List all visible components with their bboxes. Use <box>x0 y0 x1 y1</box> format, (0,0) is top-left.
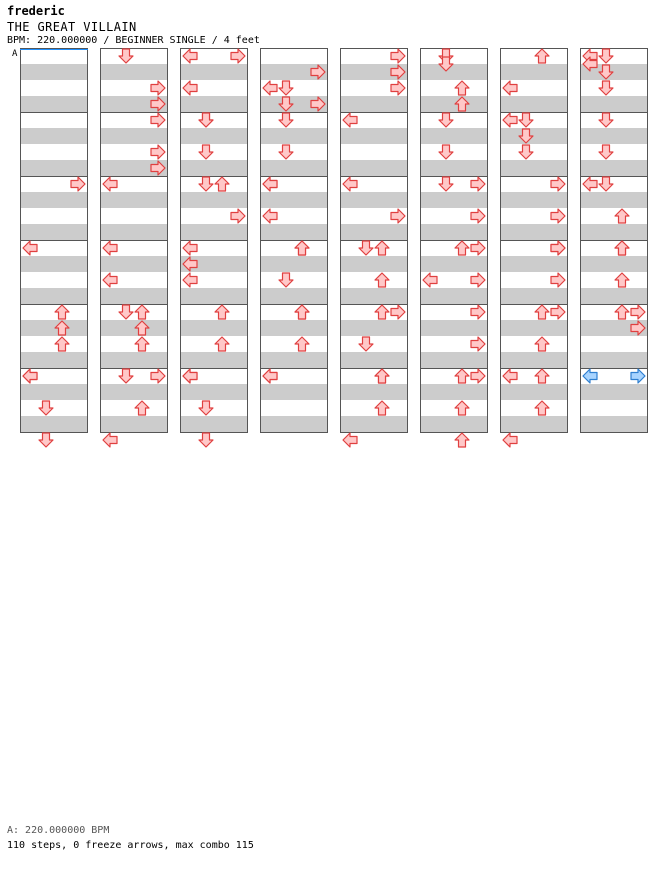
measure-stripe <box>260 160 328 176</box>
measure-stripe <box>420 96 488 112</box>
step-stats: 110 steps, 0 freeze arrows, max combo 115 <box>7 840 254 851</box>
down-arrow-icon <box>119 49 133 63</box>
measure-stripe <box>180 160 248 176</box>
measure-stripe <box>420 384 488 400</box>
measure-stripe <box>420 224 488 240</box>
measure-stripe <box>580 192 648 208</box>
left-arrow-icon <box>503 369 517 383</box>
measure-stripe <box>500 320 568 336</box>
up-arrow-icon <box>535 369 549 383</box>
left-arrow-icon <box>263 369 277 383</box>
bpm-marker-line <box>20 49 88 50</box>
down-arrow-icon <box>279 273 293 287</box>
left-arrow-icon <box>503 113 517 127</box>
up-arrow-icon <box>535 337 549 351</box>
measure-stripe <box>420 288 488 304</box>
down-arrow-icon <box>199 401 213 415</box>
up-arrow-icon <box>455 81 469 95</box>
measure-stripe <box>340 224 408 240</box>
measure-stripe <box>340 96 408 112</box>
down-arrow-icon <box>599 49 613 63</box>
left-arrow-icon <box>503 81 517 95</box>
up-arrow-icon <box>215 177 229 191</box>
measure-stripe <box>100 64 168 80</box>
down-arrow-icon <box>199 433 213 447</box>
left-arrow-icon <box>343 177 357 191</box>
measure-stripe <box>340 288 408 304</box>
measure-stripe <box>260 416 328 432</box>
right-arrow-icon <box>391 81 405 95</box>
measure-stripe <box>100 224 168 240</box>
left-arrow-icon <box>503 433 517 447</box>
measure-stripe <box>340 320 408 336</box>
measure-stripe <box>420 64 488 80</box>
left-arrow-icon <box>263 209 277 223</box>
measure-stripe <box>180 96 248 112</box>
measure-stripe <box>500 384 568 400</box>
measure-stripe <box>100 288 168 304</box>
up-arrow-icon <box>295 337 309 351</box>
measure-stripe <box>580 96 648 112</box>
measure-stripe <box>580 256 648 272</box>
down-arrow-icon <box>279 81 293 95</box>
measure-stripe <box>260 384 328 400</box>
left-arrow-icon <box>583 177 597 191</box>
right-arrow-icon <box>631 369 645 383</box>
right-arrow-icon <box>151 113 165 127</box>
up-arrow-icon <box>135 305 149 319</box>
measure-stripe <box>180 64 248 80</box>
up-arrow-icon <box>615 241 629 255</box>
up-arrow-icon <box>455 401 469 415</box>
down-arrow-icon <box>39 401 53 415</box>
measure-stripe <box>260 128 328 144</box>
right-arrow-icon <box>471 209 485 223</box>
down-arrow-icon <box>199 177 213 191</box>
right-arrow-icon <box>551 273 565 287</box>
left-arrow-icon <box>103 177 117 191</box>
left-arrow-icon <box>183 81 197 95</box>
left-arrow-icon <box>183 49 197 63</box>
up-arrow-icon <box>375 401 389 415</box>
right-arrow-icon <box>391 49 405 63</box>
left-arrow-icon <box>343 113 357 127</box>
right-arrow-icon <box>631 305 645 319</box>
up-arrow-icon <box>615 209 629 223</box>
measure-stripe <box>500 288 568 304</box>
measure-stripe <box>180 320 248 336</box>
measure-stripe <box>20 224 88 240</box>
down-arrow-icon <box>119 369 133 383</box>
measure-stripe <box>420 160 488 176</box>
right-arrow-icon <box>151 369 165 383</box>
down-arrow-icon <box>599 145 613 159</box>
up-arrow-icon <box>535 401 549 415</box>
measure-stripe <box>260 224 328 240</box>
left-arrow-icon <box>263 81 277 95</box>
measure-stripe <box>340 192 408 208</box>
measure-stripe <box>500 416 568 432</box>
measure-stripe <box>180 128 248 144</box>
left-arrow-icon <box>23 241 37 255</box>
measure-stripe <box>340 352 408 368</box>
down-arrow-icon <box>599 177 613 191</box>
right-arrow-icon <box>151 81 165 95</box>
up-arrow-icon <box>455 241 469 255</box>
right-arrow-icon <box>71 177 85 191</box>
measure-stripe <box>580 416 648 432</box>
up-arrow-icon <box>455 369 469 383</box>
measure-stripe <box>20 256 88 272</box>
measure-stripe <box>580 128 648 144</box>
measure-stripe <box>100 352 168 368</box>
measure-stripe <box>20 64 88 80</box>
right-arrow-icon <box>391 305 405 319</box>
measure-stripe <box>180 192 248 208</box>
right-arrow-icon <box>471 241 485 255</box>
measure-stripe <box>100 320 168 336</box>
measure-stripe <box>260 256 328 272</box>
left-arrow-icon <box>423 273 437 287</box>
measure-stripe <box>340 160 408 176</box>
artist-name: frederic <box>7 4 65 18</box>
right-arrow-icon <box>471 369 485 383</box>
right-arrow-icon <box>471 337 485 351</box>
measure-stripe <box>500 224 568 240</box>
bpm-legend: A: 220.000000 BPM <box>7 825 110 836</box>
down-arrow-icon <box>199 113 213 127</box>
measure-stripe <box>20 192 88 208</box>
left-arrow-icon <box>183 273 197 287</box>
measure-stripe <box>500 96 568 112</box>
right-arrow-icon <box>471 305 485 319</box>
measure-stripe <box>260 192 328 208</box>
right-arrow-icon <box>391 209 405 223</box>
left-arrow-icon <box>343 433 357 447</box>
measure-stripe <box>580 160 648 176</box>
down-arrow-icon <box>439 177 453 191</box>
down-arrow-icon <box>279 113 293 127</box>
measure-stripe <box>20 384 88 400</box>
down-arrow-icon <box>39 433 53 447</box>
measure-stripe <box>260 320 328 336</box>
right-arrow-icon <box>551 241 565 255</box>
measure-stripe <box>420 416 488 432</box>
right-arrow-icon <box>231 209 245 223</box>
measure-stripe <box>180 288 248 304</box>
measure-stripe <box>20 416 88 432</box>
up-arrow-icon <box>615 305 629 319</box>
measure-stripe <box>420 128 488 144</box>
left-arrow-icon <box>183 241 197 255</box>
down-arrow-icon <box>279 145 293 159</box>
measure-stripe <box>340 384 408 400</box>
left-arrow-icon <box>103 241 117 255</box>
up-arrow-icon <box>375 369 389 383</box>
measure-stripe <box>20 160 88 176</box>
measure-stripe <box>100 384 168 400</box>
up-arrow-icon <box>55 305 69 319</box>
right-arrow-icon <box>471 273 485 287</box>
down-arrow-icon <box>519 145 533 159</box>
measure-stripe <box>580 352 648 368</box>
measure-stripe <box>180 416 248 432</box>
chart-info: BPM: 220.000000 / BEGINNER SINGLE / 4 feet <box>7 35 260 46</box>
measure-stripe <box>100 192 168 208</box>
measure-stripe <box>180 384 248 400</box>
measure-stripe <box>20 128 88 144</box>
left-arrow-icon <box>103 273 117 287</box>
bpm-marker-label: A <box>12 49 18 59</box>
left-arrow-icon <box>583 369 597 383</box>
measure-stripe <box>260 352 328 368</box>
right-arrow-icon <box>551 177 565 191</box>
measure-stripe <box>180 352 248 368</box>
measure-stripe <box>20 96 88 112</box>
down-arrow-icon <box>119 305 133 319</box>
left-arrow-icon <box>23 369 37 383</box>
up-arrow-icon <box>375 273 389 287</box>
down-arrow-icon <box>439 145 453 159</box>
down-arrow-icon <box>439 113 453 127</box>
right-arrow-icon <box>551 209 565 223</box>
up-arrow-icon <box>135 401 149 415</box>
up-arrow-icon <box>295 305 309 319</box>
up-arrow-icon <box>295 241 309 255</box>
up-arrow-icon <box>455 433 469 447</box>
measure-stripe <box>580 224 648 240</box>
measure-stripe <box>20 288 88 304</box>
measure-stripe <box>500 352 568 368</box>
up-arrow-icon <box>55 337 69 351</box>
left-arrow-icon <box>183 369 197 383</box>
right-arrow-icon <box>151 145 165 159</box>
measure-stripe <box>500 192 568 208</box>
measure-stripe <box>420 192 488 208</box>
right-arrow-icon <box>231 49 245 63</box>
measure-stripe <box>420 256 488 272</box>
measure-stripe <box>580 384 648 400</box>
up-arrow-icon <box>375 305 389 319</box>
left-arrow-icon <box>103 433 117 447</box>
up-arrow-icon <box>615 273 629 287</box>
left-arrow-icon <box>263 177 277 191</box>
measure-stripe <box>340 416 408 432</box>
measure-stripe <box>420 320 488 336</box>
down-arrow-icon <box>359 337 373 351</box>
down-arrow-icon <box>599 113 613 127</box>
up-arrow-icon <box>375 241 389 255</box>
up-arrow-icon <box>535 49 549 63</box>
measure-stripe <box>180 224 248 240</box>
measure-stripe <box>20 320 88 336</box>
song-title: THE GREAT VILLAIN <box>7 20 137 34</box>
down-arrow-icon <box>199 145 213 159</box>
right-arrow-icon <box>471 177 485 191</box>
measure-stripe <box>340 128 408 144</box>
measure-stripe <box>100 128 168 144</box>
up-arrow-icon <box>215 337 229 351</box>
measure-stripe <box>340 256 408 272</box>
down-arrow-icon <box>359 241 373 255</box>
measure-stripe <box>100 256 168 272</box>
measure-stripe <box>500 160 568 176</box>
measure-stripe <box>500 256 568 272</box>
measure-stripe <box>500 128 568 144</box>
measure-stripe <box>420 352 488 368</box>
measure-stripe <box>500 64 568 80</box>
up-arrow-icon <box>215 305 229 319</box>
up-arrow-icon <box>535 305 549 319</box>
measure-stripe <box>260 288 328 304</box>
measure-stripe <box>580 288 648 304</box>
down-arrow-icon <box>519 113 533 127</box>
up-arrow-icon <box>135 337 149 351</box>
down-arrow-icon <box>599 81 613 95</box>
measure-stripe <box>100 416 168 432</box>
right-arrow-icon <box>551 305 565 319</box>
measure-stripe <box>20 352 88 368</box>
